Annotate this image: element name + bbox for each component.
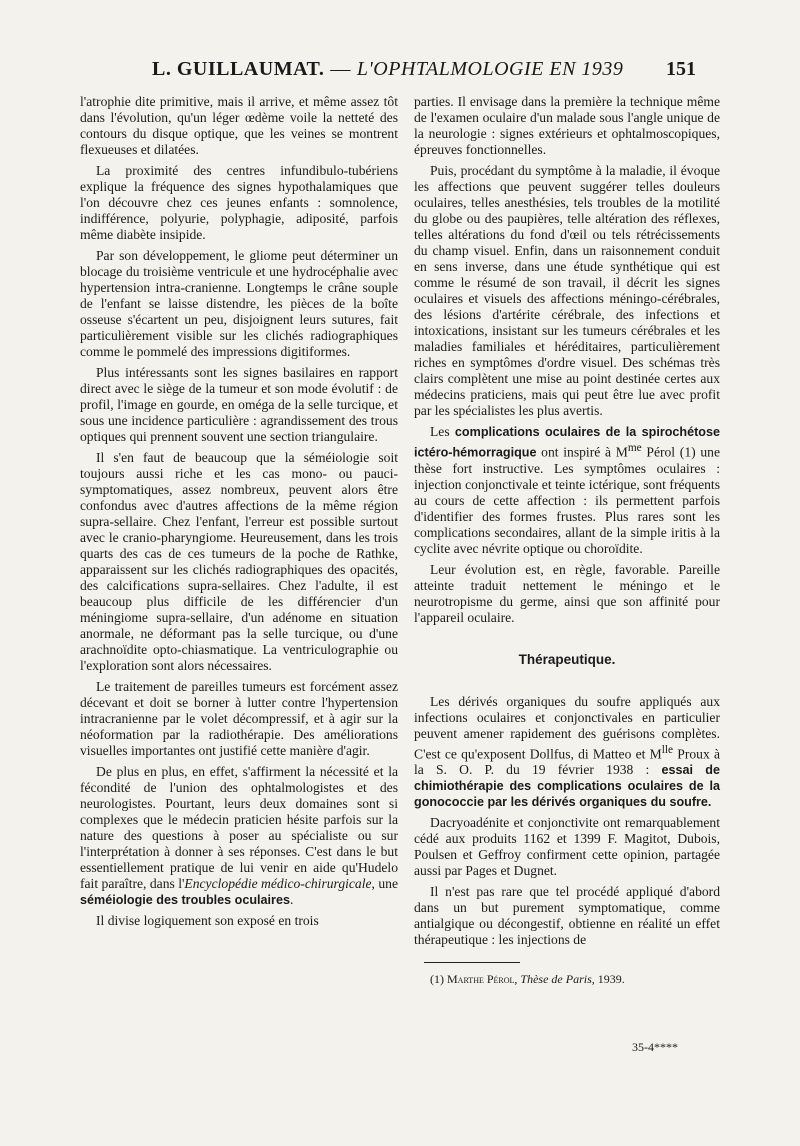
paragraph: l'atrophie dite primitive, mais il arrive, et même assez tôt dans l'évolution, qu'un léger œdème voile la netteté des contours du disque optique, que les veines se montrent flexueuses et dilatées. xyxy=(80,94,398,157)
paragraph: La proximité des centres infundibulo-tubériens explique la fréquence des signes hypothalamiques que l'on découvre chez ces jeunes enfants : somnolence, indifférence, polyurie, polyphagie, adiposité, parfois même diabète insipide. xyxy=(80,163,398,242)
paragraph-text: . xyxy=(289,892,294,907)
header-separator: — xyxy=(330,58,351,80)
paragraph: parties. Il envisage dans la première la technique même de l'examen oculaire d'un malade sous l'angle unique de la neurologie : signes extérieurs et ophtalmoscopiques, épreuves fonctionnelles. xyxy=(414,94,720,157)
highlighted-topic: essai de chimiothérapie des complications oculaires de la gonococcie par les dérivés organiques du soufre. xyxy=(414,763,720,810)
paragraph xyxy=(80,764,398,908)
right-column xyxy=(414,94,720,992)
left-column xyxy=(80,94,398,934)
header-subject: L'OPHTALMOLOGIE EN 1939 xyxy=(356,58,624,80)
running-header xyxy=(0,58,800,88)
header-author: L. GUILLAUMAT. xyxy=(152,58,325,80)
footnote-author: Marthe Pérol, xyxy=(447,972,518,987)
paragraph-text: Pérol (1) une thèse fort instructive. Les symptômes oculaires : injection conjonctivale et teinte ictérique, sont fréquents au cours de cette affection : ils permettent parfois d'identifier des formes frustes. Plus rares sont les complications secondaires, allant de la simple iritis à la cyclite avec névrite optique ou choroïdite. xyxy=(414,444,720,556)
paragraph-text: Les xyxy=(430,424,455,439)
paragraph: Il s'en faut de beaucoup que la séméiologie soit toujours aussi riche et les cas mono- ou pauci-symptomatiques, assez nombreux, peuvent alors être confondus avec d'autres affections de la même région supra-sellaire. Chez l'enfant, l'erreur est possible surtout avec le cranio-pharyngiome. Heureusement, dans les trois quarts des cas de ces tumeurs de la poche de Rathke, apparaissent sur les clichés radiographiques des opacités, des calcifications supra-sellaires. Chez l'adulte, il est beaucoup plus difficile de les différencier d'un méningiome supra-sellaire, d'un adénome en situation anormale, ne déformant pas la selle turcique, ou d'une arachnoïdite opto-chiasmatique. La ventriculographie ou l'exploration sont alors nécessaires. xyxy=(80,450,398,673)
section-heading: Thérapeutique. xyxy=(518,651,616,667)
paragraph: Le traitement de pareilles tumeurs est forcément assez décevant et doit se borner à lutter contre l'hypertension intracranienne par le volet décompressif, et à agir sur la néoformation par la radiothérapie. Des améliorations visuelles importantes ont justifié cette manière d'agir. xyxy=(80,679,398,758)
paragraph-text: De plus en plus, en effet, s'affirment la nécessité et la fécondité de l'union des ophtalmologistes et des neurologistes. Pourtant, leurs deux domaines sont si complexes que le médecin praticien hésite parfois sur la nature des questions à poser au spécialiste ou sur l'interprétation à donner à ses réponses. C'est dans le but essentiellement pratique de lui venir en aide qu'Hudelo fait paraître, dans l' xyxy=(80,764,398,891)
paragraph: Il n'est pas rare que tel procédé appliqué d'abord dans un but purement symptomatique, comme antialgique ou décongestif, obtienne en réalité un effet thérapeutique : les injections de xyxy=(414,884,720,948)
paragraph xyxy=(414,694,720,811)
paragraph-text: ont inspiré à M xyxy=(536,444,628,460)
highlighted-topic: complications oculaires de la spirochétose ictéro-hémorragique xyxy=(414,425,721,460)
header-title xyxy=(152,58,623,81)
paragraph: Plus intéressants sont les signes basilaires en rapport direct avec le siège de la tumeur et son mode évolutif : de profil, l'image en gourde, en oméga de la selle turcique, et sous une incidence particulière : agrandissement des trous optiques qui prennent souvent une section triangulaire. xyxy=(80,365,398,444)
printer-signature: 35-4**** xyxy=(632,1040,678,1054)
footnote-number: (1) xyxy=(430,972,444,987)
paragraph-text: , une xyxy=(371,876,398,891)
superscript: me xyxy=(627,442,642,454)
footnote-title: Thèse de Paris, xyxy=(520,972,595,987)
paragraph: Par son développement, le gliome peut déterminer un blocage du troisième ventricule et une hydrocéphalie avec hypertension intra-cranienne. Longtemps le crâne souple de l'enfant se laisse distendre, les pièces de la boîte osseuse s'écartent un peu, disjoignent leurs sutures, fait particulièrement visible sur les clichés radiographiques comme le pommelé des impressions digitiformes. xyxy=(80,248,398,359)
paragraph: Dacryoadénite et conjonctivite ont remarquablement cédé aux produits 1162 et 1399 F. Magitot, Dubois, Poulsen et Geffroy confirment cette opinion, partagée aussi par Pages et Dugnet. xyxy=(414,815,720,879)
paragraph: Leur évolution est, en règle, favorable. Pareille atteinte traduit nettement le méningo et le neurotropisme du germe, ainsi que son affinité pour l'appareil oculaire. xyxy=(414,561,720,625)
paragraph: Puis, procédant du symptôme à la maladie, il évoque les affections que peuvent suggérer telles douleurs oculaires, telles anesthésies, tels troubles de la motilité du globe ou des paupières, telle altération des réflexes, telles altérations du fond d'œil ou tels rétrécissements du champ visuel. Enfin, dans un raisonnement conduit en sens inverse, dans une étude synthétique qui est comme le résumé de son travail, il décrit les signes oculaires et visuels des affections méningo-cérébrales, des lésions d'artérite cérébrale, des infections et intoxications, insistant sur les tumeurs cérébrales et les maladies familiales et héréditaires, particulièrement riches en symptômes d'ordre visuel. Des schémas très clairs complètent une mise au point destinée certes aux médecins praticiens, mais qui peut être lue avec profit par les spécialistes les plus avertis. xyxy=(414,163,720,418)
footnote-divider xyxy=(424,962,520,963)
paragraph-text: Proux à la S. O. P. du 19 février 1938 : xyxy=(414,746,720,778)
book-title: Encyclopédie médico-chirurgicale xyxy=(184,876,372,891)
footnote-year: 1939. xyxy=(597,972,625,987)
highlighted-topic: séméiologie des troubles oculaires xyxy=(80,893,290,907)
page-number: 151 xyxy=(666,58,696,80)
paragraph: Il divise logiquement son exposé en trois xyxy=(96,913,319,928)
superscript: lle xyxy=(661,743,674,756)
paragraph-text: Les dérivés organiques du soufre appliqués aux infections oculaires et conjonctivales en particulier peuvent amener rapidement des guérisons complètes. C'est ce qu'exposent Dollfus, di Matteo et M xyxy=(414,693,720,762)
paragraph xyxy=(414,424,720,557)
footnote xyxy=(414,971,720,987)
